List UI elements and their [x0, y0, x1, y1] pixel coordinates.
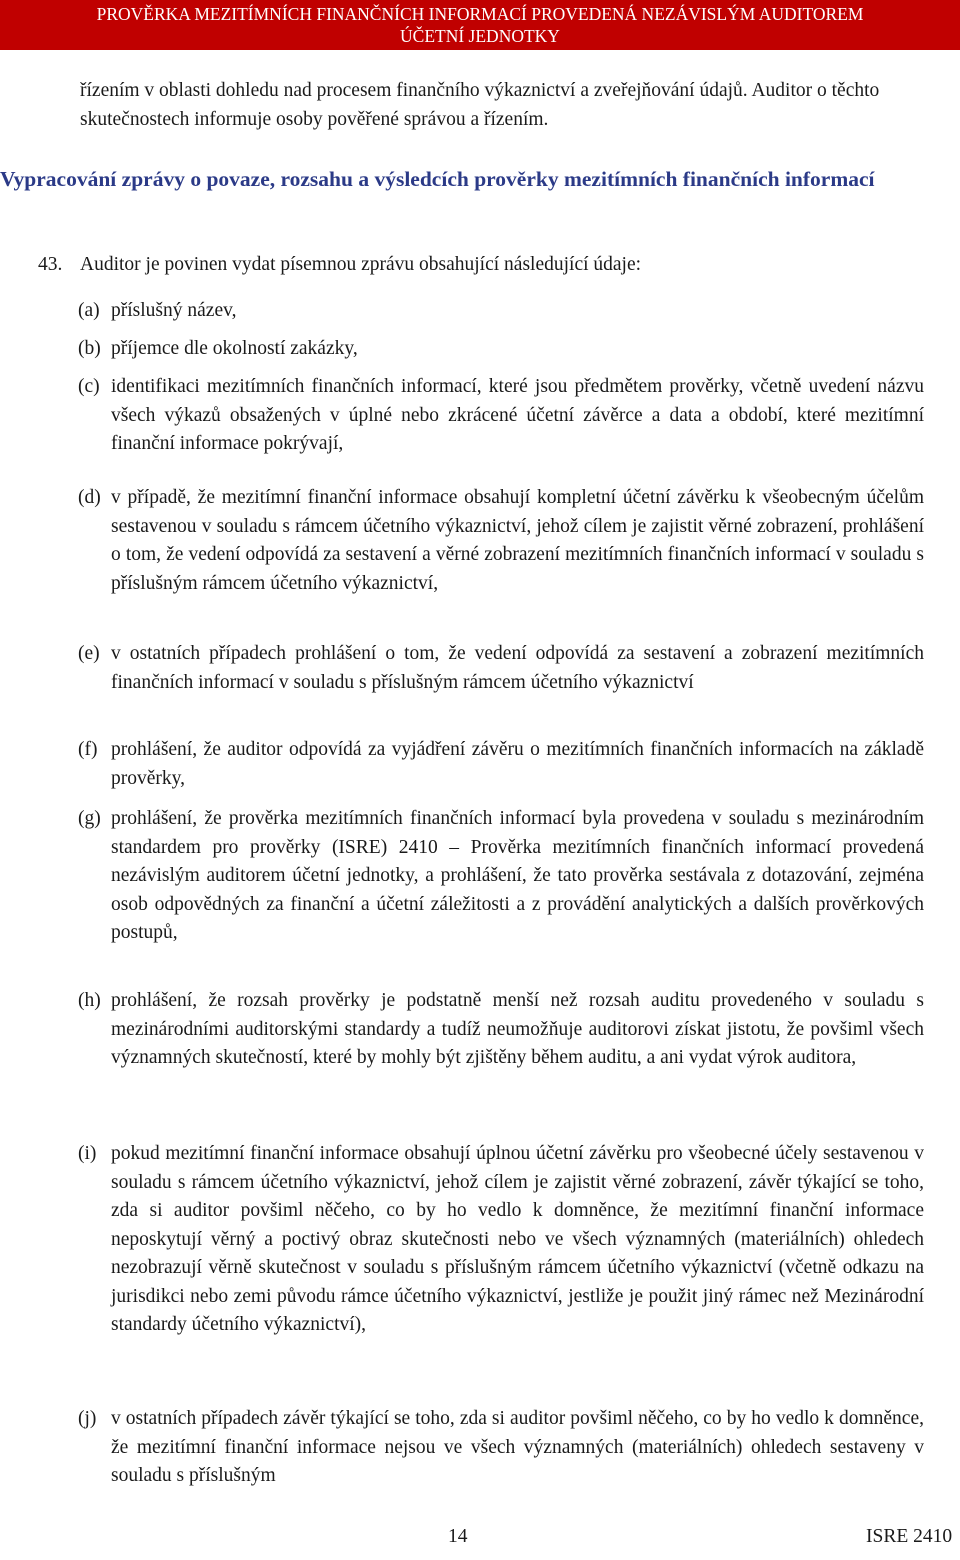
running-header [0, 0, 960, 50]
list-item-text: příslušný název, [111, 300, 237, 321]
list-item-text: v ostatních případech prohlášení o tom, že vedení odpovídá za sestavení a zobrazení mezitímních finančních informací v souladu s příslušným rámcem účetního výkaznictví [111, 643, 924, 693]
header-line-1: PROVĚRKA MEZITÍMNÍCH FINANČNÍCH INFORMACÍ PROVEDENÁ NEZÁVISLÝM AUDITOREM [96, 4, 864, 24]
header-line-2: ÚČETNÍ JEDNOTKY [400, 26, 560, 46]
list-item-label: (b) [78, 338, 101, 359]
list-item [78, 297, 924, 326]
list-item-label: (a) [78, 300, 100, 321]
list-item [78, 640, 924, 697]
list-item-label: (f) [78, 739, 98, 760]
list-item-text: prohlášení, že prověrka mezitímních finančních informací byla provedena v souladu s mezinárodním standardem pro prověrky (ISRE) 2410 – Prověrka mezitímních finančních informací provedená nezávislým auditorem účetní jednotky, a prohlášení, že tato prověrka sestávala z dotazování, zejména osob odpovědných za finanční a účetní záležitosti a z provádění analytických a dalších prověrkových postupů, [111, 808, 924, 943]
page-number: 14 [448, 1526, 468, 1547]
continuation-paragraph: řízením v oblasti dohledu nad procesem finančního výkaznictví a zveřejňování údajů. Auditor o těchto skutečnostech informuje osoby pověřené správou a řízením. [80, 80, 880, 130]
list-item-text: prohlášení, že auditor odpovídá za vyjádření závěru o mezitímních finančních informacích na základě prověrky, [111, 739, 924, 789]
list-item-label: (e) [78, 643, 100, 664]
list-item-text: prohlášení, že rozsah prověrky je podstatně menší než rozsah auditu provedeného v souladu s mezinárodními auditorskými standardy a tudíž neumožňuje auditorovi získat jistotu, že povšiml všech významných skutečností, které by mohly být zjištěny během auditu, a ani vydat výrok auditora, [111, 990, 924, 1068]
list-item-text: v ostatních případech závěr týkající se toho, zda si auditor povšiml něčeho, co by ho vedlo k domněnce, že mezitímní finanční informace nejsou ve všech významných (materiálních) ohledech sestaveny v souladu s příslušným [111, 1408, 924, 1486]
paragraph-intro: Auditor je povinen vydat písemnou zprávu obsahující následující údaje: [80, 254, 642, 275]
section-title: Vypracování zprávy o povaze, rozsahu a výsledcích prověrky mezitímních finančních informací [0, 167, 875, 191]
list-item [78, 987, 924, 1073]
list-item-label: (d) [78, 487, 101, 508]
list-item [78, 373, 924, 459]
list-item [78, 736, 924, 793]
list-item-text: identifikaci mezitímních finančních informací, které jsou předmětem prověrky, včetně uvedení názvu všech výkazů obsažených v úplné nebo zkrácené účetní závěrce a data a období, které mezitímní finanční informace pokrývají, [111, 376, 924, 454]
paragraph-number: 43. [38, 254, 63, 275]
list-item-text: v případě, že mezitímní finanční informace obsahují kompletní účetní závěrku k všeobecným účelům sestavenou v souladu s rámcem účetního výkaznictví, jehož cílem je zajistit věrné zobrazení, prohlášení o tom, že vedení odpovídá za sestavení a věrné zobrazení mezitímních finančních informací v souladu s příslušným rámcem účetního výkaznictví, [111, 487, 924, 594]
list-item-label: (i) [78, 1143, 97, 1164]
list-item [78, 335, 924, 364]
list-item-label: (c) [78, 376, 100, 397]
list-item-text: příjemce dle okolností zakázky, [111, 338, 358, 359]
list-item-text: pokud mezitímní finanční informace obsahují úplnou účetní závěrku pro všeobecné účely sestavenou v souladu s rámcem účetního výkaznictví, jehož cílem je zajistit věrné zobrazení, závěr týkající se toho, zda si auditor povšiml něčeho, co by ho vedlo k domněnce, že mezitímní finanční informace neposkytují věrný a poctivý obraz skutečnosti nebo ve všech významných (materiálních) ohledech nezobrazují věrně skutečnost v souladu s příslušným rámcem účetního výkaznictví (včetně odkazu na jurisdikci nebo zemi původu rámce účetního výkaznictví, jestliže je použit jiný rámec než Mezinárodní standardy účetního výkaznictví), [111, 1143, 924, 1335]
list-item [78, 805, 924, 948]
list-item [78, 1140, 924, 1340]
list-item-label: (j) [78, 1408, 97, 1429]
list-item-label: (g) [78, 808, 101, 829]
list-item [78, 1405, 924, 1491]
standard-code: ISRE 2410 [866, 1526, 953, 1547]
list-item [78, 484, 924, 598]
list-item-label: (h) [78, 990, 101, 1011]
